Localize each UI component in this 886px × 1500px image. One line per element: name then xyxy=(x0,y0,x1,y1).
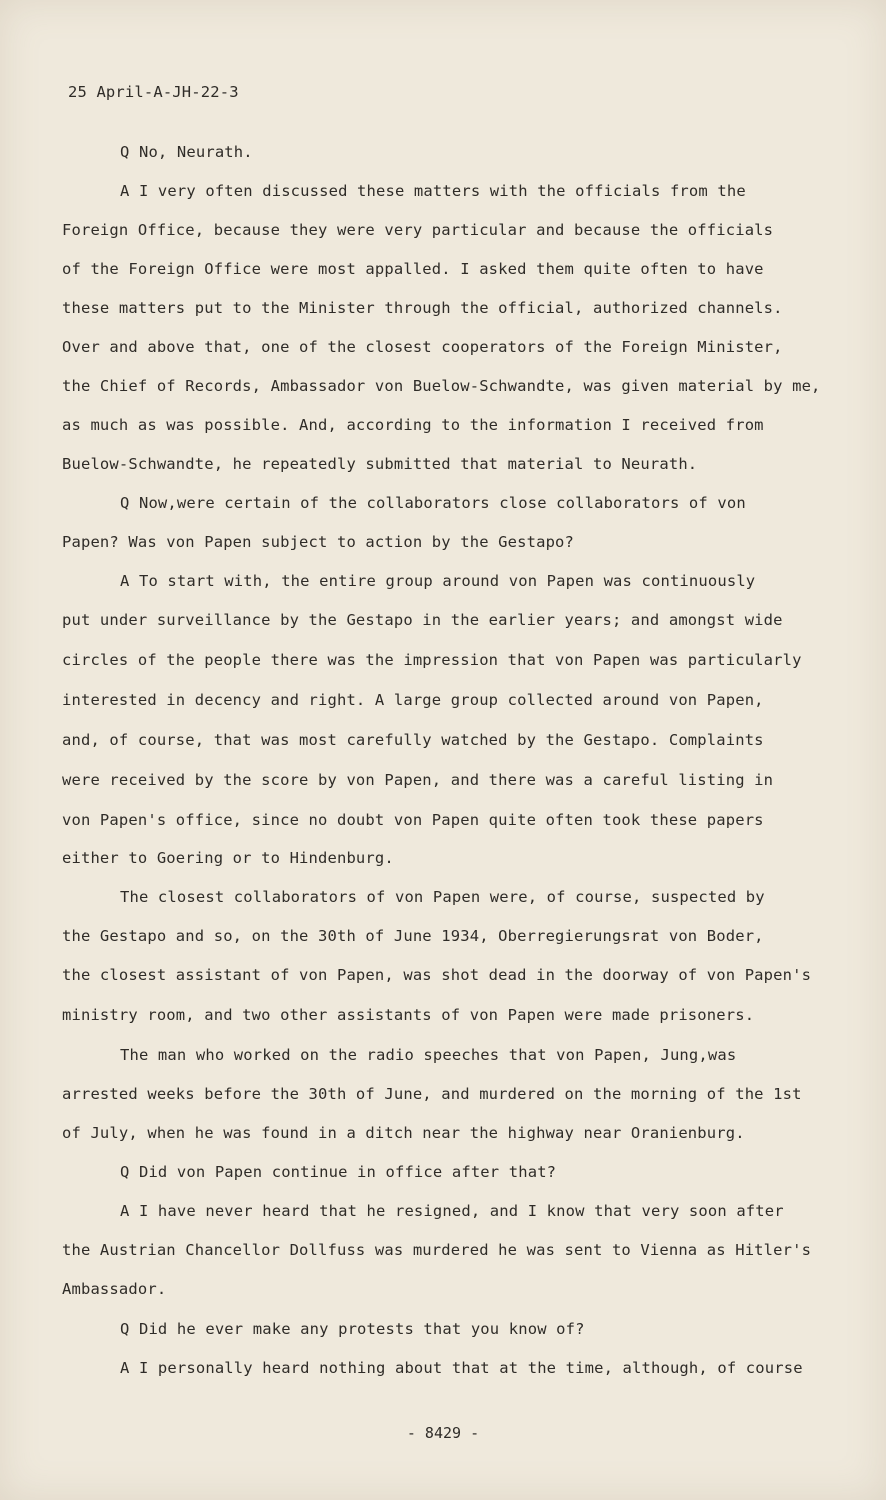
text-line: as much as was possible. And, according to the information I received from xyxy=(62,416,764,434)
text-line: A I personally heard nothing about that at the time, although, of course xyxy=(120,1359,803,1377)
text-line: ministry room, and two other assistants of von Papen were made prisoners. xyxy=(62,1006,755,1024)
text-line: circles of the people there was the impression that von Papen was particularly xyxy=(62,651,802,669)
text-line: these matters put to the Minister through the official, authorized channels. xyxy=(62,299,783,317)
text-line: Q Did von Papen continue in office after that? xyxy=(120,1163,557,1181)
page-number: - 8429 - xyxy=(406,1424,480,1442)
text-line: were received by the score by von Papen, and there was a careful listing in xyxy=(62,771,774,789)
text-line: the Gestapo and so, on the 30th of June 1934, Oberregierungsrat von Boder, xyxy=(62,927,764,945)
text-line: of July, when he was found in a ditch near the highway near Oranienburg. xyxy=(62,1124,745,1142)
text-line: put under surveillance by the Gestapo in the earlier years; and amongst wide xyxy=(62,611,783,629)
text-line: the closest assistant of von Papen, was shot dead in the doorway of von Papen's xyxy=(62,966,812,984)
text-line: the Austrian Chancellor Dollfuss was murdered he was sent to Vienna as Hitler's xyxy=(62,1241,812,1259)
text-line: Over and above that, one of the closest cooperators of the Foreign Minister, xyxy=(62,338,783,356)
text-line: A I very often discussed these matters with the officials from the xyxy=(120,182,746,200)
text-line: von Papen's office, since no doubt von Papen quite often took these papers xyxy=(62,811,764,829)
text-line: arrested weeks before the 30th of June, and murdered on the morning of the 1st xyxy=(62,1085,802,1103)
text-line: Ambassador. xyxy=(62,1280,167,1298)
page-reference: 25 April-A-JH-22-3 xyxy=(68,83,239,101)
text-line: A To start with, the entire group around von Papen was continuously xyxy=(120,572,756,590)
text-line: Foreign Office, because they were very particular and because the officials xyxy=(62,221,774,239)
text-line: Q Did he ever make any protests that you know of? xyxy=(120,1320,585,1338)
text-line: Buelow-Schwandte, he repeatedly submitted that material to Neurath. xyxy=(62,455,698,473)
text-line: and, of course, that was most carefully watched by the Gestapo. Complaints xyxy=(62,731,764,749)
text-line: The man who worked on the radio speeches that von Papen, Jung,was xyxy=(120,1046,737,1064)
text-line: Q No, Neurath. xyxy=(120,143,253,161)
text-line: A I have never heard that he resigned, and I know that very soon after xyxy=(120,1202,784,1220)
text-line: interested in decency and right. A large group collected around von Papen, xyxy=(62,691,764,709)
text-line: Papen? Was von Papen subject to action by the Gestapo? xyxy=(62,533,575,551)
text-line: Q Now,were certain of the collaborators close collaborators of von xyxy=(120,494,746,512)
text-line: either to Goering or to Hindenburg. xyxy=(62,849,394,867)
text-line: of the Foreign Office were most appalled. I asked them quite often to have xyxy=(62,260,764,278)
text-line: the Chief of Records, Ambassador von Buelow-Schwandte, was given material by me, xyxy=(62,377,821,395)
text-line: The closest collaborators of von Papen were, of course, suspected by xyxy=(120,888,765,906)
